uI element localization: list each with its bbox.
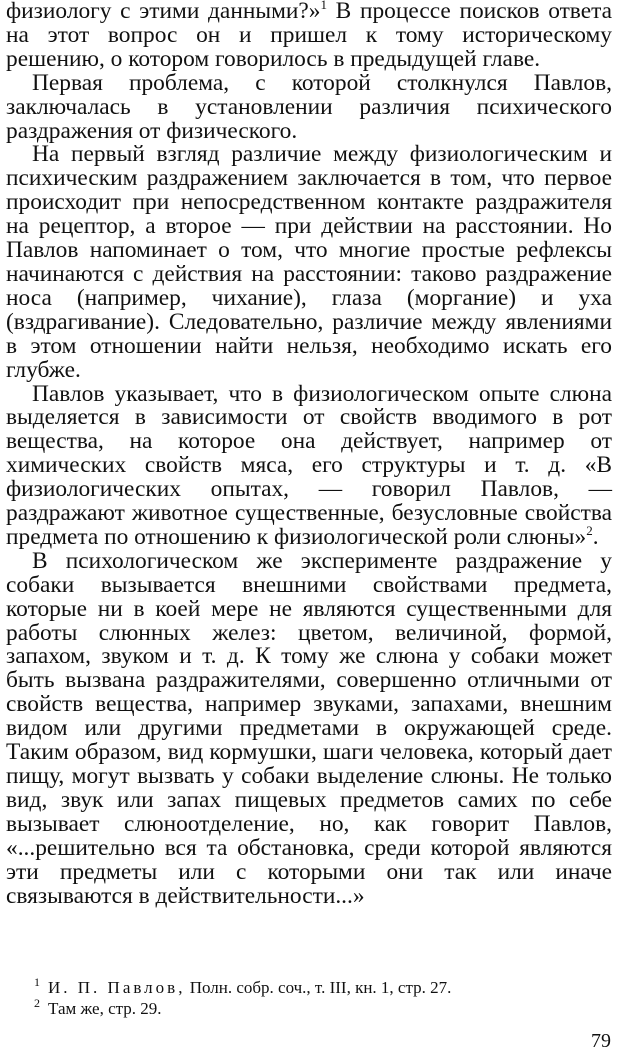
footnote-text: Полн. собр. соч., т. III, кн. 1, стр. 27. — [185, 978, 452, 997]
paragraph-continued — [6, 0, 612, 72]
footnote-reference: 1 — [320, 0, 327, 13]
paragraph-text: Павлов указывает, что в физиологическом опыте слюна выделяется в зависимости от свойств вводимого в рот вещества, на которое она действует, например от химических свойств мяса, его структуры и т. д. «В физиологических опытах, — говорил Павлов, — раздражают животное существенные, безусловные свойства предмета по отношению к физиологической роли слюны» — [6, 380, 612, 550]
footnote-text: Там же, стр. 29. — [48, 999, 162, 1018]
paragraph: В психологическом же эксперименте раздражение у собаки вызывается внешними свойствами предмета, которые ни в коей мере не являются существенными для работы слюнных желез: цветом, величиной, формой, запахом, звуком и т. д. К тому же слюна у собаки может быть вызвана раздражителями, совершенно отличными от свойств вещества, например звуками, запахами, внешним видом или другими предметами в окружающей среде. Таким образом, вид кормушки, шаги человека, который дает пищу, могут вызвать у собаки выделение слюны. Не только вид, звук или запах пищевых предметов самих по себе вызывает слюноотделение, но, как говорит Павлов, «...решительно вся та обстановка, среди которой являются эти предметы или с которыми они так или иначе связываются в действительности...» — [6, 547, 612, 909]
footnote: 2 Там же, стр. 29. — [34, 996, 162, 1018]
main-text — [6, 0, 612, 908]
page-number: 79 — [591, 1030, 611, 1052]
footnotes — [6, 977, 606, 1019]
paragraph: На первый взгляд различие между физиологическим и психическим раздражением заключается в том, что первое происходит при непосредственном контакте раздражителя на рецептор, а второе — при действии на расстоянии. Но Павлов напоминает о том, что многие простые рефлексы начинаются с действия на расстоянии: таково раздражение носа (например, чихание), глаза (моргание) и уха (вздрагивание). Следовательно, различие между явлениями в этом отношении найти нельзя, необходимо искать его глубже. — [6, 141, 612, 383]
paragraph-text: . — [592, 523, 599, 550]
footnote-author: И. П. Павлов, — [48, 978, 186, 997]
paragraph-text: физиологу с этими данными?» — [6, 0, 321, 24]
footnote-reference: 2 — [586, 523, 593, 539]
paragraph — [6, 380, 612, 550]
paragraph-text: В процессе поисков ответа на этот вопрос он и пришел к тому историческому решению, о котором говорилось в предыдущей главе. — [6, 0, 612, 72]
paragraph: Первая проблема, с которой столкнулся Павлов, заключалась в установлении различия психического раздражения от физического. — [6, 69, 612, 144]
footnote: 1 И. П. Павлов, Полн. собр. соч., т. III, кн. 1, стр. 27. — [34, 975, 452, 997]
